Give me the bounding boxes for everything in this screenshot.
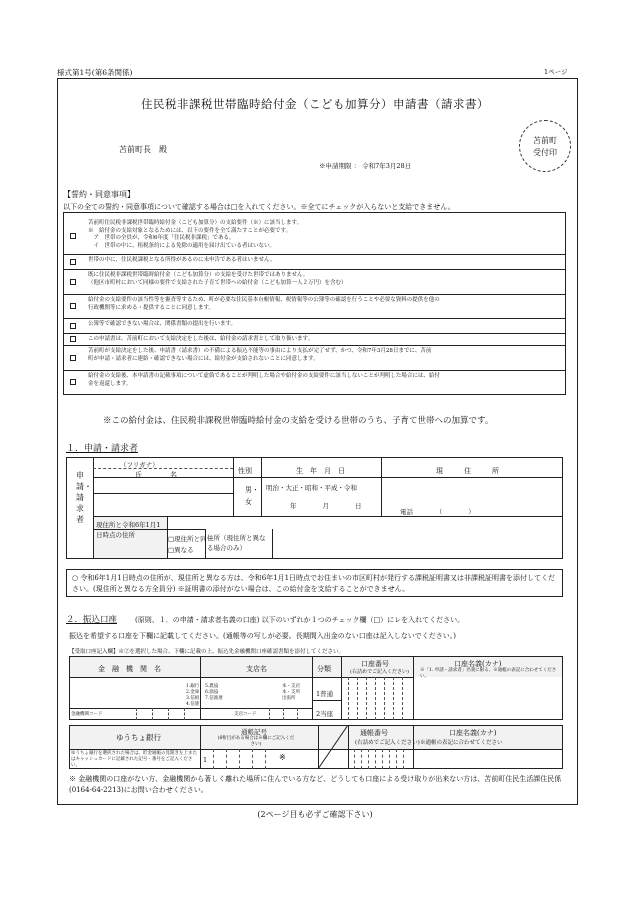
pledge-item xyxy=(63,371,566,395)
gender-header: 性別 xyxy=(238,467,252,475)
yucho-number-digit[interactable] xyxy=(368,749,375,769)
account-header: 口座番号 xyxy=(361,660,389,668)
yucho-symbol-digit[interactable] xyxy=(239,749,252,769)
pledge-checkbox[interactable] xyxy=(70,233,76,239)
pledge-item-text xyxy=(88,373,564,388)
yucho-number-digit[interactable] xyxy=(389,749,396,769)
branch-code-digit[interactable] xyxy=(269,708,283,720)
pledge-checkbox[interactable] xyxy=(70,303,76,309)
furigana-label: （フリガナ） xyxy=(120,461,159,469)
account-note: (右詰めでご記入ください) xyxy=(350,669,409,675)
pledge-item xyxy=(63,255,566,270)
form-number: 様式第1号(第6条関係) xyxy=(57,68,133,77)
category-current[interactable]: 2当座 xyxy=(316,710,334,718)
account-digit[interactable] xyxy=(366,677,375,720)
branch-code-label: 支店コード xyxy=(234,712,257,717)
prev-address-note: 住所（現住所と異なる場合のみ） xyxy=(207,534,266,552)
dob-eras: 明治・大正・昭和・平成・令和 xyxy=(266,484,357,492)
section2-heading: ２．振込口座 xyxy=(66,615,118,625)
yucho-number-digit[interactable] xyxy=(403,749,410,769)
pledge-item-text xyxy=(88,321,564,329)
yucho-number-digit[interactable] xyxy=(361,749,368,769)
prev-option-different[interactable]: □異なる xyxy=(168,546,194,554)
account-digit[interactable] xyxy=(402,677,411,720)
holder-header: 口座名義(カナ) xyxy=(454,660,502,668)
subsidy-note: ※この給付金は、住民税非課税世帯臨時給付金の支給を受ける世帯のうち、子育て世帯への加算です。 xyxy=(103,416,494,426)
yucho-symbol-digit[interactable] xyxy=(252,749,265,769)
pledge-item-line: 給付金の支給要件の該当性等を審査等するため、町が必要な住民基本台帳情報、税情報等の公簿等の確認を行うことや必要な資料の提供を他の xyxy=(88,297,440,303)
address-header: 現 住 所 xyxy=(436,467,499,475)
branch-code-digit[interactable] xyxy=(283,708,297,720)
pledge-item xyxy=(63,270,566,295)
bank-code-digit[interactable] xyxy=(152,708,168,720)
prev-option-same[interactable]: □現住所と同一 xyxy=(168,535,214,543)
pledge-intro: 以下の全ての誓約・同意事項について確認する場合は□を入れてください。※全てにチェックが入らないと支給できません。 xyxy=(63,203,455,211)
pledge-item-line: 苫前町が支給決定をした後、申請書（請求書）の不備による振込不能等の事由により支払が完了せず、かつ、令和7年3月28日までに、苫前 xyxy=(88,348,432,354)
yucho-prefix-one: 1 xyxy=(203,756,208,764)
pledge-item-line: 既に住民税非課税世帯臨時給付金（こども加算分）の支給を受けた世帯ではありません。 xyxy=(88,272,309,278)
pledge-item-text xyxy=(88,220,564,250)
pledge-item-line: この申請書は、苫前町において支給決定をした後は、給付金の請求書として取り扱います。 xyxy=(88,336,314,342)
branch-header: 支店名 xyxy=(246,665,267,673)
account-digit[interactable] xyxy=(393,677,402,720)
yucho-holder-note: ※通帳の表記に合わせてください xyxy=(420,740,503,746)
branch-code-digit[interactable] xyxy=(297,708,311,720)
pledge-item-text xyxy=(88,348,564,363)
yucho-number-digit[interactable] xyxy=(375,749,382,769)
section1-heading: １．申請・請求者 xyxy=(66,444,139,454)
pledge-item-line: 給付金の支給後、本申請書の記載事項について虚偽であることが判明した場合や給付金の支給要件に該当しないことが判明した場合には、給付 xyxy=(88,373,440,379)
bank-code-label: 金融機関コード xyxy=(71,712,103,717)
yucho-holder-header: 口座名義(カナ) xyxy=(449,729,497,737)
category-ordinary[interactable]: 1普通 xyxy=(316,690,334,698)
yucho-number-header: 通帳番号 xyxy=(360,729,388,737)
pledge-item-line: 世帯の中に、住民税課税となる所得があるのに未申告である者はいません。 xyxy=(88,257,276,263)
pledge-item-line: 金を返還します。 xyxy=(88,380,132,387)
pledge-checkbox[interactable] xyxy=(70,323,76,329)
bank-name-header: 金 融 機 関 名 xyxy=(98,665,161,673)
pledge-checkbox[interactable] xyxy=(70,279,76,285)
account-digit[interactable] xyxy=(348,677,357,720)
section2-heading-note: (原則、１．の申請・請求者名義の口座) 以下のいずれか１つのチェック欄（□）にレを入れてください。 xyxy=(135,616,465,624)
pledge-item-line: （他区市町村において同様の要件で支給された子育て世帯への給付金（こども加算一人２万円）を含む） xyxy=(88,279,347,286)
pledge-checkbox[interactable] xyxy=(70,355,76,361)
yucho-number-digit[interactable] xyxy=(396,749,403,769)
pledge-checkbox[interactable] xyxy=(70,379,76,385)
yucho-symbol-digit[interactable] xyxy=(226,749,239,769)
pledge-item-text xyxy=(88,272,564,287)
pledge-item-line: 苫前町住民税非課税世帯臨時給付金（こども加算分）の支給要件（※）に該当します。 xyxy=(88,220,303,226)
pledge-item xyxy=(63,346,566,371)
pledge-item-line: ア 世帯の全員が、令和6年度「住民税非課税」である。 xyxy=(88,235,235,241)
branch-types: 本・支店 本・支所 出張所 xyxy=(282,684,300,701)
category-header: 分類 xyxy=(317,665,331,673)
gender-options: 男・女 xyxy=(245,486,259,506)
yucho-label: ゆうちょ銀行 xyxy=(116,733,161,742)
yucho-number-digit[interactable] xyxy=(354,749,361,769)
page-title: 住民税非課税世帯臨時給付金（こども加算分）申請書（請求書） xyxy=(141,97,489,111)
pledge-item xyxy=(63,218,566,255)
yucho-number-digit[interactable] xyxy=(382,749,389,769)
addressee: 苫前町長 殿 xyxy=(119,145,167,154)
applicant-side-label: 申請・請求者 xyxy=(76,471,92,524)
dob-header: 生 年 月 日 xyxy=(296,467,345,475)
page-number: 1ページ xyxy=(544,68,568,76)
prev-address-label: 現住所と令和6年1月1日時点の住所 xyxy=(96,521,161,539)
pledge-item-line: 行政機関等に求める・提供することに同意します。 xyxy=(88,304,215,311)
stamp-line-1: 苫前町 xyxy=(533,136,557,145)
bank-code-digit[interactable] xyxy=(168,708,184,720)
footer-note: (2ページ目も必ずご確認下さい) xyxy=(257,810,373,819)
pledge-heading: 【誓約・同意事項】 xyxy=(63,190,135,199)
bank-types-2: 5.農協 6.漁協 7.信漁連 xyxy=(205,684,223,701)
yucho-symbol-digit[interactable] xyxy=(265,749,278,769)
deadline: ※申請期限 ： 令和7年3月28日 xyxy=(319,162,412,170)
pledge-item-line: 公簿等で確認できない場合は、関係書類の提出を行います。 xyxy=(88,321,237,327)
name-label: 氏 名 xyxy=(135,471,177,479)
yucho-symbol-header: 通帳記号 xyxy=(241,728,267,736)
pledge-item xyxy=(63,295,566,319)
pledge-item-line: イ 世帯の中に、租税条約による免除の適用を届け出ている者はいない。 xyxy=(88,242,276,249)
dob-units: 年 月 日 xyxy=(290,502,362,510)
pledge-item xyxy=(63,319,566,334)
yucho-note: ゆうちょ銀行を選択された場合は、貯金通帳の見開き左上またはキャッシュカードに記載された記号・番号をご記入ください。 xyxy=(71,751,197,768)
yucho-symbol-note: (6桁目がある場合は※欄にご記入ください) xyxy=(217,736,295,747)
certificate-notice: ○ 令和6年1月1日時点の住所が、現住所と異なる方は、令和6年1月1日時点でお住まいの市区町村が発行する課税証明書又は非課税証明書を添付してください。(現住所と異なる方全員分) ※証明書の添付がない場合は、この給付金を支給することができません。 xyxy=(72,574,556,593)
bank-code-digit[interactable] xyxy=(184,708,200,720)
pledge-item-line: ※ 給付金の支給対象となるためには、以下の要件を全て満たすことが必要です。 xyxy=(88,227,292,234)
holder-note: ※「1. 申請・請求者」名義に限る。※通帳の表記に合わせてください。 xyxy=(420,668,557,679)
reception-stamp xyxy=(519,120,571,172)
bank-code-digit[interactable] xyxy=(136,708,152,720)
no-account-footnote: ※ 金融機関の口座がない方、金融機関から著しく離れた場所に住んでいる方など、どうしても口座による受け取りが出来ない方は、苫前町住民生活課住民係(0164-64-2213)にお問い合わせください。 xyxy=(69,775,562,794)
account-digit[interactable] xyxy=(384,677,393,720)
pledge-item-line: 町が申請・請求者に連絡・確認できない場合には、給付金が支給されないことに同意します。 xyxy=(88,355,319,362)
pledge-item-text xyxy=(88,297,564,312)
phone-field[interactable]: 電話 （ ） xyxy=(400,508,475,516)
pledge-checkbox[interactable] xyxy=(70,336,76,342)
yucho-divider-slash xyxy=(318,725,348,769)
account-digit[interactable] xyxy=(375,677,384,720)
pledge-item-text xyxy=(88,257,564,265)
yucho-symbol-digit[interactable] xyxy=(213,749,226,769)
pledge-checkbox[interactable] xyxy=(70,259,76,265)
yucho-number-note: (右詰めでご記入ください) xyxy=(355,740,420,746)
bank-table-header: 【受取口座記入欄】※②を選択した場合、下欄に記載の上、振込先金融機関口座確認書類を添付してください。 xyxy=(69,649,345,655)
bank-types-1: 1.銀行 2.金庫 3.信組 4.信連 xyxy=(186,684,200,707)
section2-instruction: 振込を希望する口座を下欄に記載してください。(通帳等の写しが必要。長期間入出金のない口座は記入しないでください。) xyxy=(69,632,456,640)
yucho-mark: ※ xyxy=(279,753,286,762)
pledge-item-text xyxy=(88,336,564,344)
account-digit[interactable] xyxy=(357,677,366,720)
stamp-line-2: 受付印 xyxy=(533,148,557,157)
